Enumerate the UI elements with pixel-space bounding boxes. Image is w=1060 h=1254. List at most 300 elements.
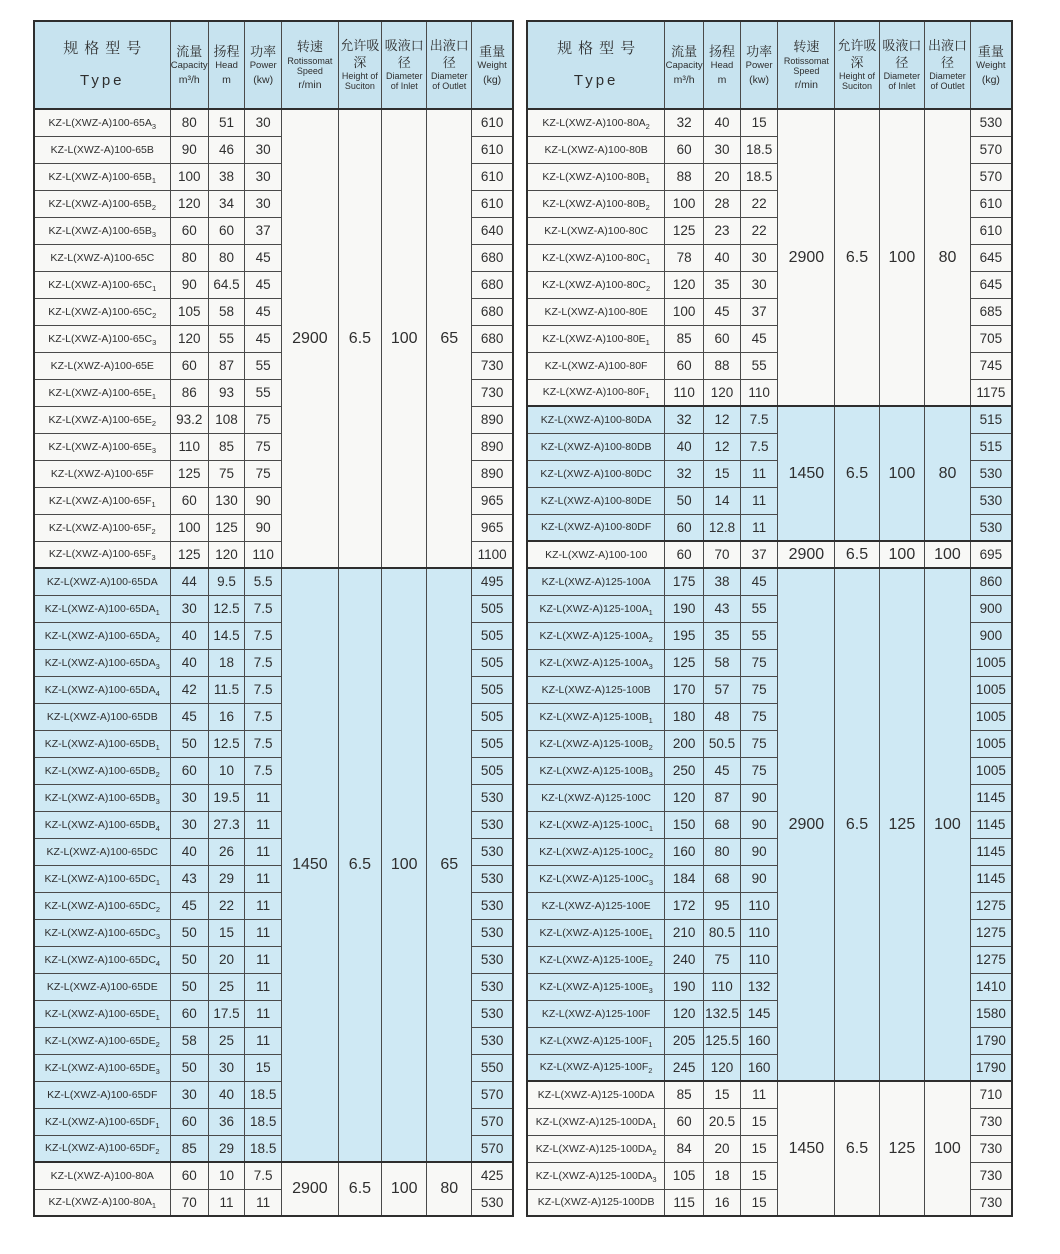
type-cell: KZ-L(XWZ-A)100-65DA (34, 568, 170, 595)
inlet-cell: 100 (382, 109, 427, 568)
weight-cell: 505 (472, 676, 513, 703)
weight-cell: 505 (472, 649, 513, 676)
capacity-cell: 120 (170, 325, 208, 352)
weight-cell: 1410 (970, 973, 1012, 1000)
head-cell: 68 (704, 865, 741, 892)
weight-cell: 530 (472, 838, 513, 865)
suction-cell: 6.5 (835, 109, 879, 406)
head-cell: 18 (704, 1162, 741, 1189)
type-cell: $KZ-L(XWZ-A)100-65DB_1$ (34, 730, 170, 757)
col-header-outlet: 出液口径 Diameter of Outlet (427, 21, 472, 109)
weight-cell: 530 (472, 1189, 513, 1216)
capacity-cell: 60 (665, 541, 704, 568)
speed-cell: 1450 (778, 1081, 835, 1216)
type-cell: $KZ-L(XWZ-A)100-65E_3$ (34, 433, 170, 460)
type-cell: KZ-L(XWZ-A)125-100B (527, 676, 665, 703)
type-cell: KZ-L(XWZ-A)125-100E (527, 892, 665, 919)
head-cell: 70 (704, 541, 741, 568)
capacity-cell: 42 (170, 676, 208, 703)
capacity-cell: 125 (665, 649, 704, 676)
outlet-cell: 80 (427, 1162, 472, 1216)
head-cell: 120 (704, 379, 741, 406)
inlet-cell: 100 (879, 406, 925, 541)
capacity-cell: 86 (170, 379, 208, 406)
head-cell: 51 (208, 109, 244, 136)
capacity-cell: 50 (170, 973, 208, 1000)
capacity-cell: 90 (170, 271, 208, 298)
col-header-inlet: 吸液口径 Diameter of Inlet (879, 21, 925, 109)
capacity-cell: 40 (170, 649, 208, 676)
capacity-cell: 50 (665, 487, 704, 514)
weight-cell: 1145 (970, 811, 1012, 838)
weight-cell: 530 (472, 919, 513, 946)
type-cell: $KZ-L(XWZ-A)100-65E_2$ (34, 406, 170, 433)
head-cell: 25 (208, 1027, 244, 1054)
type-cell: KZ-L(XWZ-A)100-65C (34, 244, 170, 271)
weight-cell: 1275 (970, 892, 1012, 919)
weight-cell: 1145 (970, 784, 1012, 811)
head-cell: 120 (208, 541, 244, 568)
weight-cell: 610 (970, 190, 1012, 217)
type-cell: $KZ-L(XWZ-A)100-80B_1$ (527, 163, 665, 190)
power-cell: 15 (740, 109, 777, 136)
power-cell: 7.5 (245, 757, 282, 784)
head-cell: 120 (704, 1054, 741, 1081)
weight-cell: 730 (970, 1135, 1012, 1162)
head-cell: 38 (208, 163, 244, 190)
power-cell: 110 (740, 919, 777, 946)
head-cell: 68 (704, 811, 741, 838)
capacity-cell: 60 (665, 1108, 704, 1135)
weight-cell: 680 (472, 271, 513, 298)
head-cell: 11 (208, 1189, 244, 1216)
head-cell: 11.5 (208, 676, 244, 703)
power-cell: 7.5 (245, 730, 282, 757)
capacity-cell: 50 (170, 946, 208, 973)
type-cell: KZ-L(XWZ-A)100-80DE (527, 487, 665, 514)
type-cell: $KZ-L(XWZ-A)100-65B_1$ (34, 163, 170, 190)
capacity-cell: 170 (665, 676, 704, 703)
type-cell: KZ-L(XWZ-A)100-80A (34, 1162, 170, 1189)
weight-cell: 505 (472, 595, 513, 622)
weight-cell: 1145 (970, 838, 1012, 865)
head-cell: 35 (704, 271, 741, 298)
col-header-power: 功率 Power (kw) (245, 21, 282, 109)
capacity-cell: 88 (665, 163, 704, 190)
weight-cell: 900 (970, 622, 1012, 649)
type-cell: $KZ-L(XWZ-A)100-65DA_1$ (34, 595, 170, 622)
capacity-cell: 120 (665, 784, 704, 811)
power-cell: 15 (740, 1108, 777, 1135)
type-cell: $KZ-L(XWZ-A)125-100F_1$ (527, 1027, 665, 1054)
power-cell: 45 (740, 325, 777, 352)
weight-cell: 570 (472, 1135, 513, 1162)
head-cell: 29 (208, 865, 244, 892)
weight-cell: 530 (970, 109, 1012, 136)
type-cell: $KZ-L(XWZ-A)100-65F_3$ (34, 541, 170, 568)
type-cell: $KZ-L(XWZ-A)100-65DC_3$ (34, 919, 170, 946)
table-row (34, 109, 513, 136)
head-cell: 20 (704, 1135, 741, 1162)
weight-cell: 890 (472, 460, 513, 487)
type-cell: KZ-L(XWZ-A)100-65DE (34, 973, 170, 1000)
head-cell: 45 (704, 298, 741, 325)
type-cell: $KZ-L(XWZ-A)125-100E_2$ (527, 946, 665, 973)
type-cell: $KZ-L(XWZ-A)125-100B_1$ (527, 703, 665, 730)
capacity-cell: 175 (665, 568, 704, 595)
power-cell: 22 (740, 217, 777, 244)
power-cell: 90 (245, 514, 282, 541)
power-cell: 90 (740, 838, 777, 865)
weight-cell: 1005 (970, 730, 1012, 757)
suction-cell: 6.5 (338, 1162, 382, 1216)
capacity-cell: 190 (665, 973, 704, 1000)
type-cell: $KZ-L(XWZ-A)100-65DC_1$ (34, 865, 170, 892)
head-cell: 48 (704, 703, 741, 730)
power-cell: 110 (740, 946, 777, 973)
weight-cell: 1275 (970, 919, 1012, 946)
head-cell: 28 (704, 190, 741, 217)
head-cell: 12.8 (704, 514, 741, 541)
weight-cell: 570 (970, 136, 1012, 163)
type-cell: $KZ-L(XWZ-A)100-65C_3$ (34, 325, 170, 352)
capacity-cell: 120 (665, 271, 704, 298)
head-cell: 12.5 (208, 595, 244, 622)
power-cell: 75 (740, 703, 777, 730)
head-cell: 20 (704, 163, 741, 190)
weight-cell: 610 (970, 217, 1012, 244)
weight-cell: 680 (472, 244, 513, 271)
col-header-speed: 转速 Rotissomat Speed r/min (282, 21, 339, 109)
power-cell: 7.5 (245, 649, 282, 676)
type-cell: KZ-L(XWZ-A)125-100F (527, 1000, 665, 1027)
type-cell: $KZ-L(XWZ-A)100-65F_2$ (34, 514, 170, 541)
head-cell: 93 (208, 379, 244, 406)
power-cell: 45 (245, 325, 282, 352)
capacity-cell: 60 (170, 1162, 208, 1189)
capacity-cell: 110 (170, 433, 208, 460)
power-cell: 30 (245, 190, 282, 217)
weight-cell: 610 (472, 136, 513, 163)
weight-cell: 1100 (472, 541, 513, 568)
capacity-cell: 245 (665, 1054, 704, 1081)
weight-cell: 965 (472, 514, 513, 541)
inlet-cell: 125 (879, 568, 925, 1081)
weight-cell: 640 (472, 217, 513, 244)
head-cell: 12 (704, 406, 741, 433)
weight-cell: 710 (970, 1081, 1012, 1108)
head-cell: 16 (208, 703, 244, 730)
power-cell: 11 (740, 1081, 777, 1108)
capacity-cell: 200 (665, 730, 704, 757)
capacity-cell: 85 (665, 1081, 704, 1108)
capacity-cell: 40 (665, 433, 704, 460)
type-cell: $KZ-L(XWZ-A)100-65DA_4$ (34, 676, 170, 703)
capacity-cell: 93.2 (170, 406, 208, 433)
suction-cell: 6.5 (338, 109, 382, 568)
type-cell: $KZ-L(XWZ-A)100-80A_2$ (527, 109, 665, 136)
weight-cell: 530 (472, 784, 513, 811)
capacity-cell: 105 (665, 1162, 704, 1189)
capacity-cell: 100 (170, 514, 208, 541)
weight-cell: 505 (472, 703, 513, 730)
power-cell: 30 (740, 244, 777, 271)
capacity-cell: 190 (665, 595, 704, 622)
power-cell: 7.5 (245, 1162, 282, 1189)
type-cell: $KZ-L(XWZ-A)100-65DB_3$ (34, 784, 170, 811)
weight-cell: 530 (472, 811, 513, 838)
power-cell: 30 (245, 109, 282, 136)
weight-cell: 530 (472, 892, 513, 919)
suction-cell: 6.5 (338, 568, 382, 1162)
type-cell: $KZ-L(XWZ-A)100-65DC_2$ (34, 892, 170, 919)
col-header-speed: 转速 Rotissomat Speed r/min (778, 21, 835, 109)
type-cell: KZ-L(XWZ-A)100-80B (527, 136, 665, 163)
capacity-cell: 250 (665, 757, 704, 784)
weight-cell: 530 (472, 946, 513, 973)
weight-cell: 570 (472, 1108, 513, 1135)
head-cell: 34 (208, 190, 244, 217)
col-header-head: 扬程 Head m (704, 21, 741, 109)
capacity-cell: 60 (170, 1000, 208, 1027)
power-cell: 11 (740, 460, 777, 487)
capacity-cell: 60 (665, 352, 704, 379)
capacity-cell: 50 (170, 919, 208, 946)
weight-cell: 1005 (970, 703, 1012, 730)
col-header-weight: 重量 Weight (kg) (472, 21, 513, 109)
capacity-cell: 30 (170, 595, 208, 622)
type-cell: KZ-L(XWZ-A)125-100C (527, 784, 665, 811)
type-cell: $KZ-L(XWZ-A)100-65DA_2$ (34, 622, 170, 649)
head-cell: 12.5 (208, 730, 244, 757)
weight-cell: 1790 (970, 1027, 1012, 1054)
power-cell: 160 (740, 1054, 777, 1081)
speed-cell: 1450 (778, 406, 835, 541)
head-cell: 108 (208, 406, 244, 433)
capacity-cell: 120 (170, 190, 208, 217)
head-cell: 80.5 (704, 919, 741, 946)
speed-cell: 2900 (778, 109, 835, 406)
power-cell: 11 (245, 811, 282, 838)
weight-cell: 965 (472, 487, 513, 514)
type-cell: $KZ-L(XWZ-A)100-65DF_1$ (34, 1108, 170, 1135)
weight-cell: 1145 (970, 865, 1012, 892)
capacity-cell: 40 (170, 622, 208, 649)
weight-cell: 860 (970, 568, 1012, 595)
weight-cell: 890 (472, 406, 513, 433)
head-cell: 55 (208, 325, 244, 352)
power-cell: 37 (740, 541, 777, 568)
capacity-cell: 45 (170, 703, 208, 730)
col-header-head: 扬程 Head m (208, 21, 244, 109)
type-cell: KZ-L(XWZ-A)100-65E (34, 352, 170, 379)
capacity-cell: 60 (170, 1108, 208, 1135)
head-cell: 22 (208, 892, 244, 919)
header-row (34, 21, 513, 109)
head-cell: 50.5 (704, 730, 741, 757)
weight-cell: 645 (970, 244, 1012, 271)
power-cell: 11 (245, 1000, 282, 1027)
type-cell: $KZ-L(XWZ-A)100-80B_2$ (527, 190, 665, 217)
suction-cell: 6.5 (835, 568, 879, 1081)
col-header-inlet: 吸液口径 Diameter of Inlet (382, 21, 427, 109)
power-cell: 90 (740, 784, 777, 811)
power-cell: 75 (245, 460, 282, 487)
type-cell: $KZ-L(XWZ-A)125-100F_2$ (527, 1054, 665, 1081)
power-cell: 55 (245, 379, 282, 406)
head-cell: 20.5 (704, 1108, 741, 1135)
head-cell: 23 (704, 217, 741, 244)
capacity-cell: 184 (665, 865, 704, 892)
suction-cell: 6.5 (835, 541, 879, 568)
type-cell: $KZ-L(XWZ-A)100-65DC_4$ (34, 946, 170, 973)
weight-cell: 685 (970, 298, 1012, 325)
head-cell: 38 (704, 568, 741, 595)
capacity-cell: 60 (170, 757, 208, 784)
head-cell: 12 (704, 433, 741, 460)
head-cell: 15 (704, 460, 741, 487)
type-cell: $KZ-L(XWZ-A)100-65E_1$ (34, 379, 170, 406)
capacity-cell: 32 (665, 109, 704, 136)
weight-cell: 730 (970, 1108, 1012, 1135)
weight-cell: 570 (970, 163, 1012, 190)
head-cell: 43 (704, 595, 741, 622)
weight-cell: 515 (970, 406, 1012, 433)
table-row (527, 406, 1012, 433)
type-cell: $KZ-L(XWZ-A)125-100A_2$ (527, 622, 665, 649)
weight-cell: 695 (970, 541, 1012, 568)
head-cell: 30 (208, 1054, 244, 1081)
head-cell: 125 (208, 514, 244, 541)
col-header-type: 规格型号 Type (527, 21, 665, 109)
power-cell: 7.5 (740, 433, 777, 460)
power-cell: 18.5 (245, 1108, 282, 1135)
col-header-type: 规格型号 Type (34, 21, 170, 109)
capacity-cell: 84 (665, 1135, 704, 1162)
table-row (527, 1081, 1012, 1108)
capacity-cell: 60 (665, 136, 704, 163)
power-cell: 45 (245, 298, 282, 325)
type-cell: KZ-L(XWZ-A)100-65DC (34, 838, 170, 865)
capacity-cell: 80 (170, 244, 208, 271)
capacity-cell: 125 (170, 460, 208, 487)
table-row (34, 568, 513, 595)
head-cell: 87 (704, 784, 741, 811)
type-cell: $KZ-L(XWZ-A)100-65B_3$ (34, 217, 170, 244)
col-header-suction: 允许吸深 Height of Suciton (835, 21, 879, 109)
weight-cell: 505 (472, 730, 513, 757)
right-table-wrapper (526, 20, 1013, 1240)
weight-cell: 530 (472, 1000, 513, 1027)
power-cell: 15 (740, 1135, 777, 1162)
weight-cell: 730 (472, 379, 513, 406)
power-cell: 75 (740, 649, 777, 676)
head-cell: 19.5 (208, 784, 244, 811)
power-cell: 5.5 (245, 568, 282, 595)
type-cell: $KZ-L(XWZ-A)100-80E_1$ (527, 325, 665, 352)
head-cell: 75 (208, 460, 244, 487)
power-cell: 18.5 (245, 1081, 282, 1108)
type-cell: $KZ-L(XWZ-A)100-80C_1$ (527, 244, 665, 271)
power-cell: 11 (245, 1189, 282, 1216)
power-cell: 11 (740, 514, 777, 541)
weight-cell: 1175 (970, 379, 1012, 406)
power-cell: 7.5 (245, 595, 282, 622)
type-cell: $KZ-L(XWZ-A)125-100C_3$ (527, 865, 665, 892)
weight-cell: 1275 (970, 946, 1012, 973)
power-cell: 18.5 (740, 163, 777, 190)
capacity-cell: 70 (170, 1189, 208, 1216)
weight-cell: 570 (472, 1081, 513, 1108)
weight-cell: 495 (472, 568, 513, 595)
type-cell: $KZ-L(XWZ-A)100-65A_3$ (34, 109, 170, 136)
weight-cell: 1580 (970, 1000, 1012, 1027)
type-cell: KZ-L(XWZ-A)100-65F (34, 460, 170, 487)
type-cell: KZ-L(XWZ-A)100-80C (527, 217, 665, 244)
capacity-cell: 43 (170, 865, 208, 892)
type-cell: $KZ-L(XWZ-A)100-65B_2$ (34, 190, 170, 217)
weight-cell: 645 (970, 271, 1012, 298)
capacity-cell: 90 (170, 136, 208, 163)
weight-cell: 730 (970, 1189, 1012, 1216)
weight-cell: 530 (970, 514, 1012, 541)
capacity-cell: 195 (665, 622, 704, 649)
capacity-cell: 58 (170, 1027, 208, 1054)
capacity-cell: 78 (665, 244, 704, 271)
spec-table-right (526, 20, 1013, 1217)
type-cell: KZ-L(XWZ-A)100-80F (527, 352, 665, 379)
head-cell: 29 (208, 1135, 244, 1162)
head-cell: 80 (704, 838, 741, 865)
head-cell: 40 (704, 109, 741, 136)
outlet-cell: 100 (925, 1081, 971, 1216)
head-cell: 26 (208, 838, 244, 865)
head-cell: 132.5 (704, 1000, 741, 1027)
type-cell: $KZ-L(XWZ-A)100-65C_2$ (34, 298, 170, 325)
power-cell: 15 (245, 1054, 282, 1081)
head-cell: 64.5 (208, 271, 244, 298)
head-cell: 20 (208, 946, 244, 973)
weight-cell: 610 (472, 190, 513, 217)
capacity-cell: 180 (665, 703, 704, 730)
head-cell: 27.3 (208, 811, 244, 838)
weight-cell: 530 (472, 973, 513, 1000)
power-cell: 11 (245, 1027, 282, 1054)
type-cell: $KZ-L(XWZ-A)125-100E_3$ (527, 973, 665, 1000)
type-cell: KZ-L(XWZ-A)100-80E (527, 298, 665, 325)
weight-cell: 745 (970, 352, 1012, 379)
power-cell: 30 (245, 163, 282, 190)
power-cell: 110 (245, 541, 282, 568)
capacity-cell: 240 (665, 946, 704, 973)
type-cell: $KZ-L(XWZ-A)100-65F_1$ (34, 487, 170, 514)
weight-cell: 730 (970, 1162, 1012, 1189)
power-cell: 75 (245, 433, 282, 460)
power-cell: 75 (740, 676, 777, 703)
left-table-wrapper (33, 20, 514, 1240)
power-cell: 145 (740, 1000, 777, 1027)
power-cell: 160 (740, 1027, 777, 1054)
inlet-cell: 125 (879, 1081, 925, 1216)
power-cell: 30 (245, 136, 282, 163)
capacity-cell: 60 (665, 514, 704, 541)
head-cell: 60 (208, 217, 244, 244)
type-cell: $KZ-L(XWZ-A)100-80C_2$ (527, 271, 665, 298)
type-cell: KZ-L(XWZ-A)100-80DA (527, 406, 665, 433)
outlet-cell: 80 (925, 406, 971, 541)
power-cell: 11 (245, 865, 282, 892)
head-cell: 17.5 (208, 1000, 244, 1027)
